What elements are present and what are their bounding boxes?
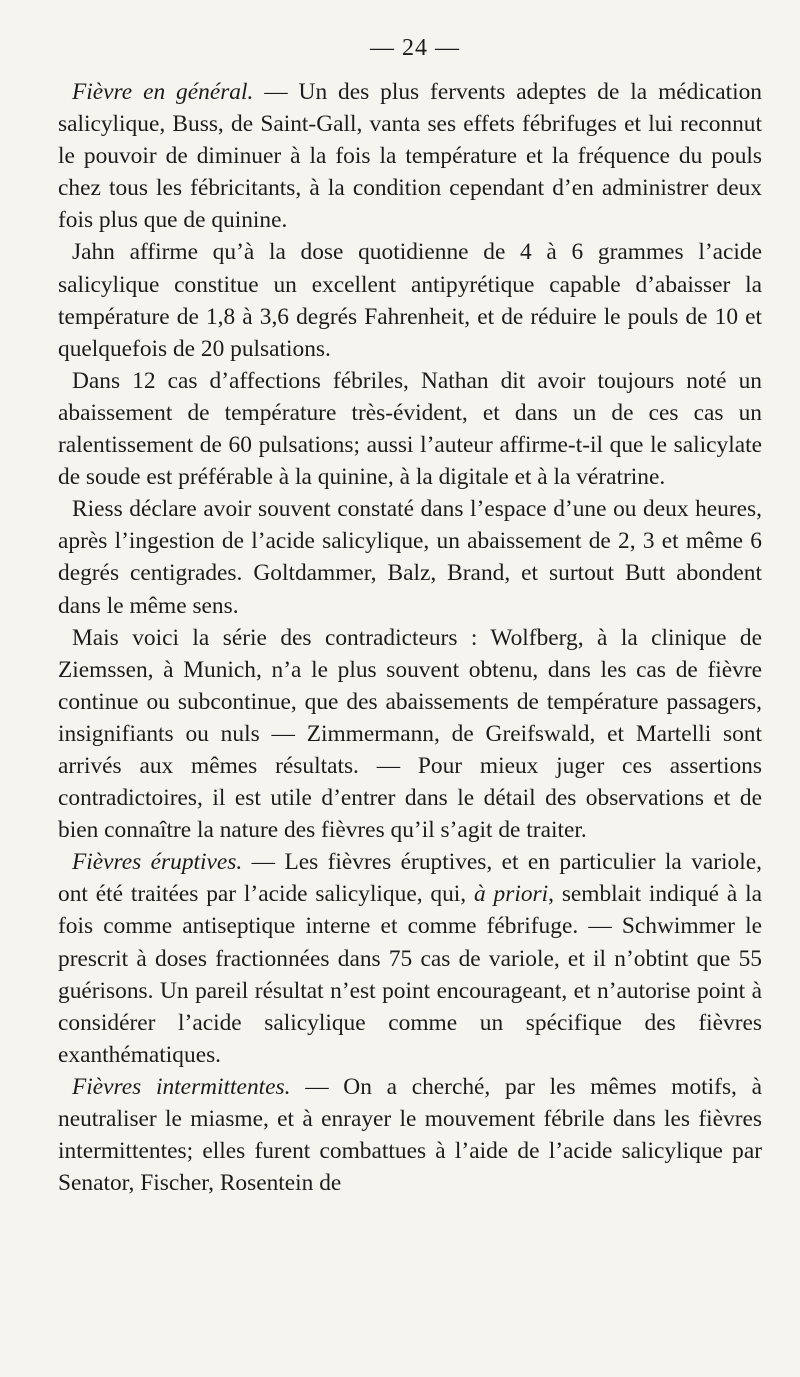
paragraph-text: Dans 12 cas d’affections fébriles, Nathan dit avoir toujours noté un abaissement de température très-évident, et dans un de ces cas un ralentissement de 60 pulsations; aussi l’auteur affirme-t-il que le salicylate de soude est préférable à la quinine, à la digitale et à la vératrine. (58, 367, 762, 491)
paragraph-nathan (58, 365, 762, 493)
paragraph-jahn (58, 236, 762, 364)
emphasis-a-priori: à priori (473, 881, 549, 908)
paragraph-text: Mais voici la série des contradicteurs : Wolfberg, à la clinique de Ziemssen, à Munich, n’a le plus souvent obtenu, dans les cas de fièvre continue ou subcontinue, que des abaissements de température passagers, insignifiants ou nuls — Zimmermann, de Greifswald, et Martelli sont arrivés aux mêmes résultats. — Pour mieux juger ces assertions contradictoires, il est utile d’entrer dans le détail des observations et de bien connaître la nature des fièvres qu’il s’agit de traiter. (58, 624, 762, 844)
paragraph-text: Riess déclare avoir souvent constaté dans l’espace d’une ou deux heures, après l’ingestion de l’acide salicylique, un abaissement de 2, 3 et même 6 degrés centigrades. Goltdammer, Balz, Brand, et surtout Butt abondent dans le même sens. (58, 496, 762, 619)
paragraph-fievre-en-general (58, 76, 762, 236)
paragraph-text: — Un des plus fervents adeptes de la médication salicylique, Buss, de Saint-Gall, vanta ses effets fébrifuges et lui reconnut le pouvoir de diminuer à la fois la température et la fréquence du pouls chez tous les fébricitants, à la condition cependant d’en administrer deux fois plus que de quinine. (58, 79, 762, 234)
section-heading-fievres-intermittentes: Fièvres intermittentes. (72, 1073, 291, 1100)
section-heading-fievres-eruptives: Fièvres éruptives. (72, 849, 243, 876)
paragraph-text: — On a cherché, par les mêmes motifs, à neutraliser le miasme, et à enrayer le mouvement fébrile dans les fièvres intermittentes; elles furent combattues à l’aide de l’acide salicylique par Senator, Fischer, Rosentein de (58, 1073, 762, 1197)
paragraph-fievres-eruptives (58, 846, 762, 1071)
paragraph-text: Jahn affirme qu’à la dose quotidienne de 4 à 6 grammes l’acide salicylique constitue un excellent antipyrétique capable d’abaisser la température de 1,8 à 3,6 degrés Fahrenheit, et de réduire le pouls de 10 et quelquefois de 20 pulsations. (58, 239, 762, 362)
section-heading-fievre-en-general: Fièvre en général. (72, 79, 254, 105)
paragraph-text: , semblait indiqué à la fois comme antiseptique interne et comme fébrifuge. — Schwimmer le prescrit à doses fractionnées dans 75 cas de variole, et il n’obtint que 55 guérisons. Un pareil résultat n’est point encourageant, et n’autorise point à considérer l’acide salicylique comme un spécifique des fièvres exanthématiques. (58, 881, 763, 1068)
paragraph-contradicteurs (58, 622, 762, 847)
body-text (58, 76, 762, 1199)
paragraph-riess (58, 493, 762, 621)
paragraph-text: — Les fièvres éruptives, et en particulier la variole, ont été traitées par l’acide salicylique, qui, (58, 849, 762, 908)
paragraph-fievres-intermittentes (58, 1071, 762, 1199)
page-number: — 24 — (370, 35, 460, 61)
